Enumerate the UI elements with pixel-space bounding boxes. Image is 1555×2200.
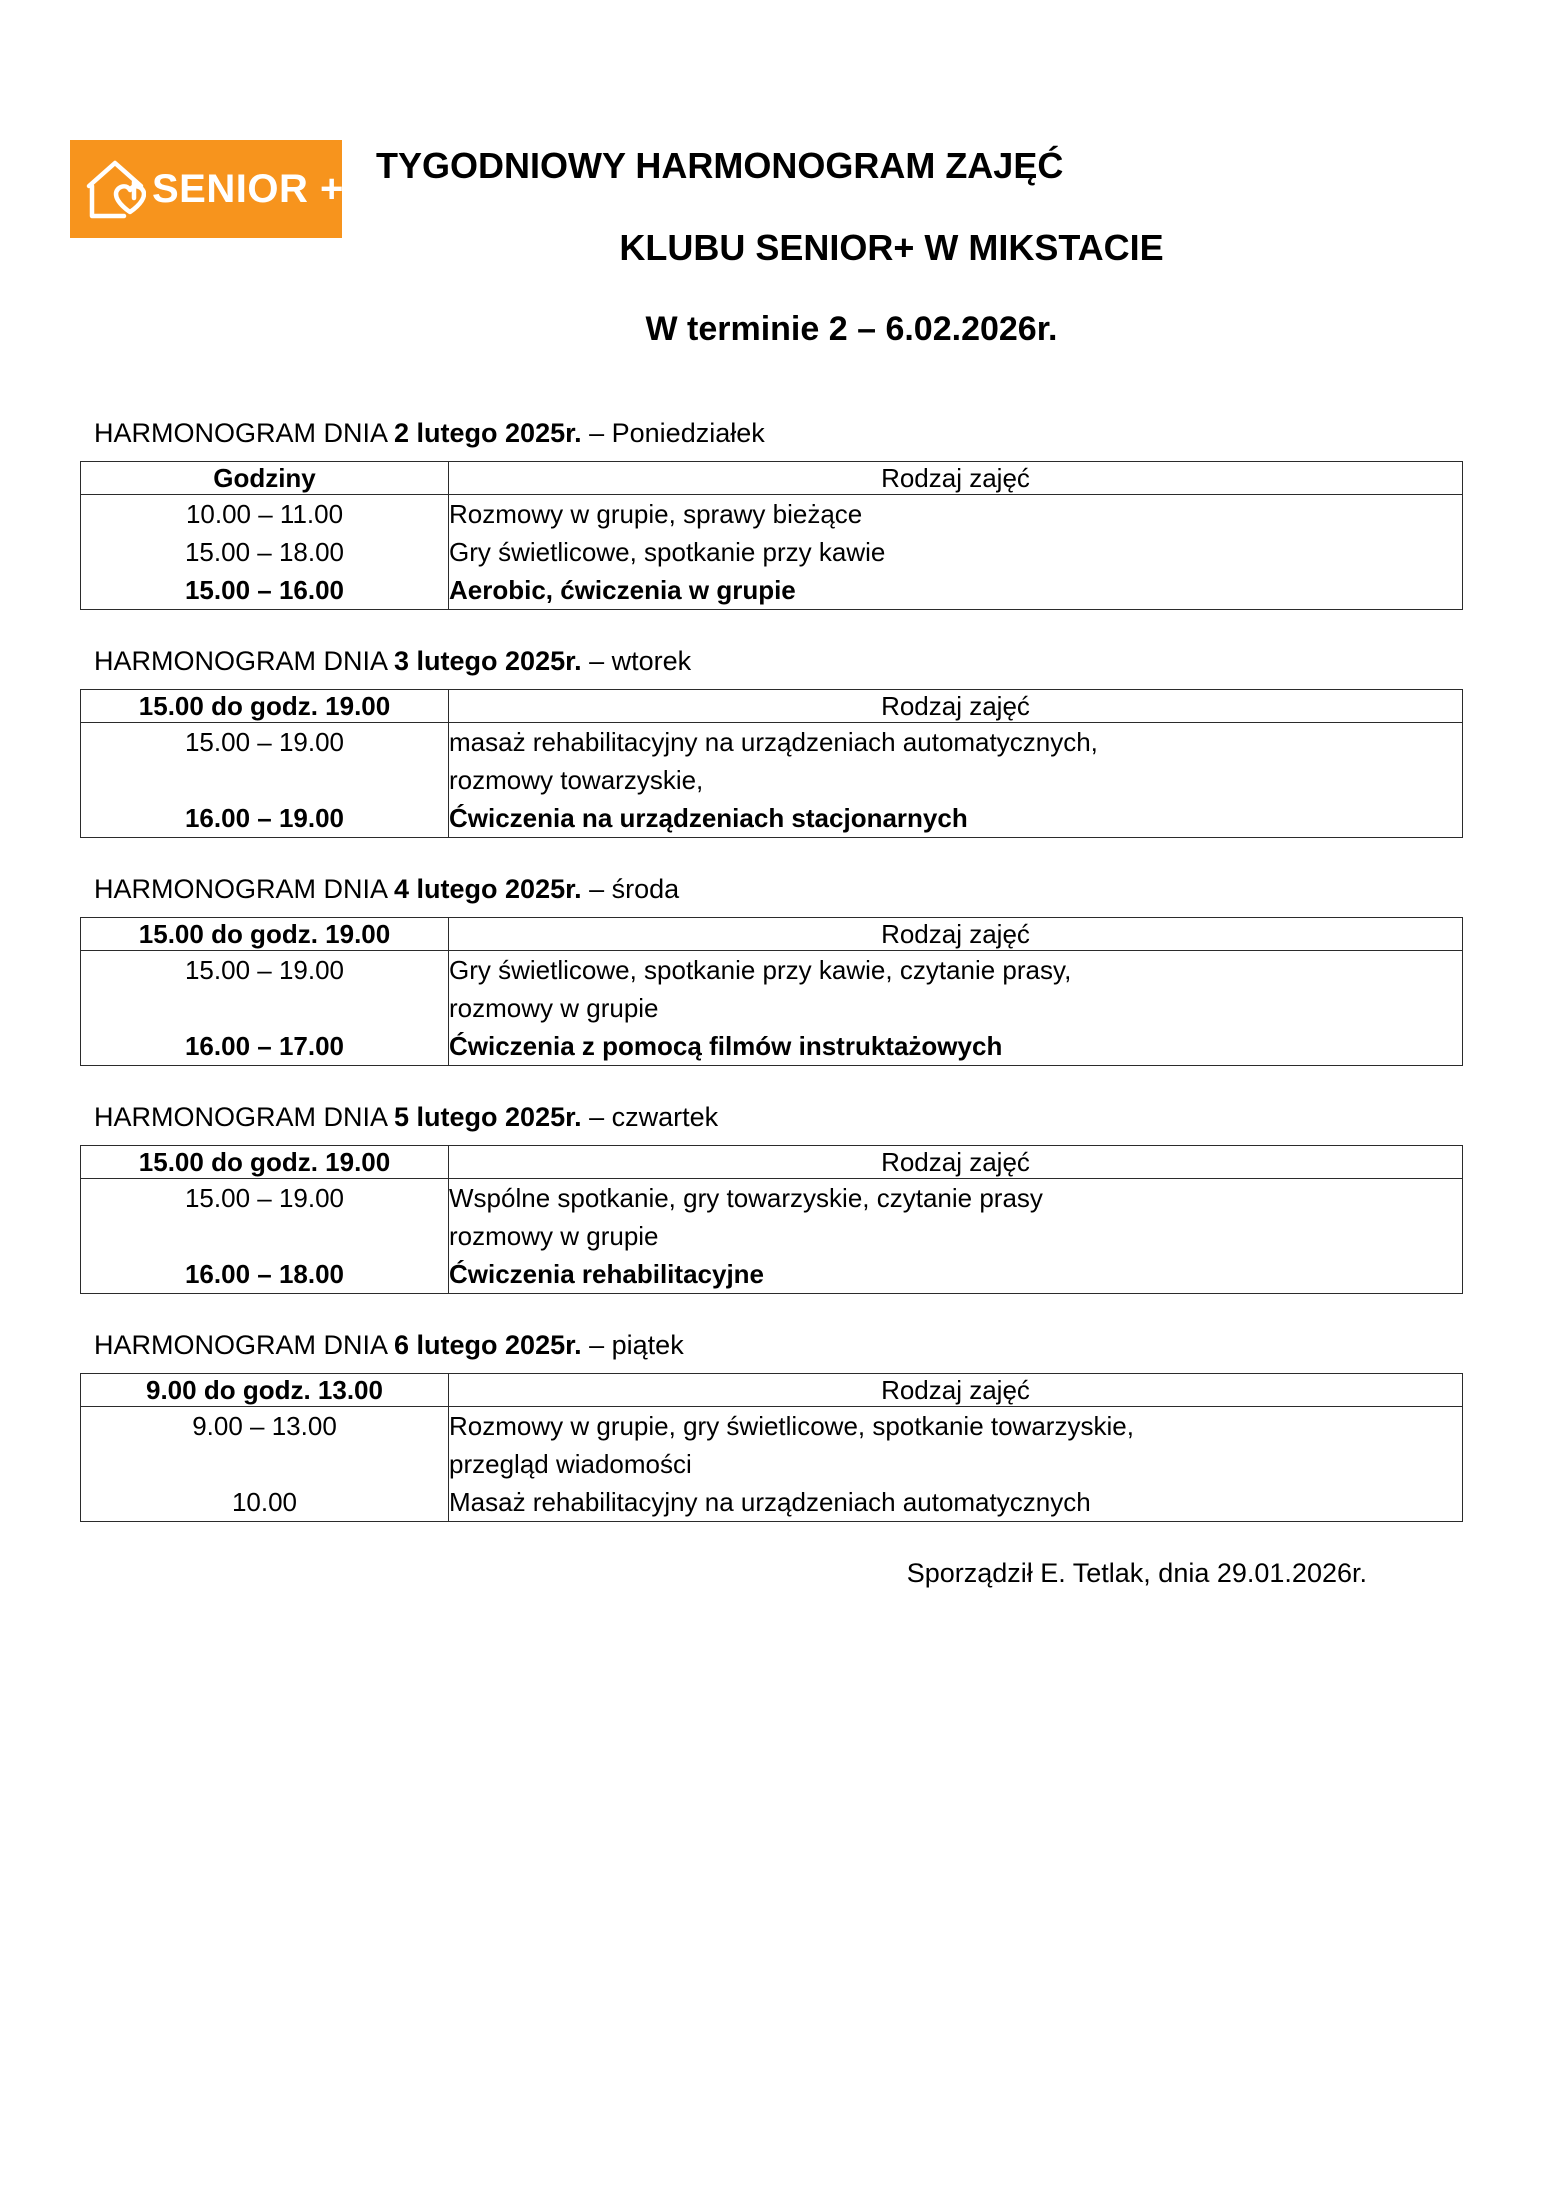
kind-cell-group <box>449 1179 1463 1294</box>
day-heading-date: 6 lutego 2025r. <box>394 1330 582 1360</box>
time-cell-group <box>81 1179 449 1294</box>
kind-cell-group <box>449 495 1463 610</box>
time-spacer <box>81 1217 448 1255</box>
kind-value: Gry świetlicowe, spotkanie przy kawie <box>449 537 886 567</box>
time-value: 16.00 – 17.00 <box>184 1031 345 1061</box>
kind-value: rozmowy towarzyskie, <box>449 765 704 795</box>
table-body-row <box>81 1407 1463 1522</box>
day-heading-date: 2 lutego 2025r. <box>394 418 582 448</box>
day-heading-suffix: – środa <box>581 874 680 904</box>
page-title-line-2: KLUBU SENIOR+ W MIKSTACIE <box>619 227 1164 268</box>
column-header-time: Godziny <box>81 462 449 495</box>
day-heading <box>80 1328 1463 1362</box>
column-header-kind: Rodzaj zajęć <box>449 1146 1463 1179</box>
day-section-friday <box>80 1328 1463 1522</box>
day-heading-prefix: HARMONOGRAM DNIA <box>94 1102 395 1132</box>
house-heart-icon <box>84 156 146 222</box>
day-heading-prefix: HARMONOGRAM DNIA <box>94 1330 395 1360</box>
table-body-row <box>81 723 1463 838</box>
page-title-line-1: TYGODNIOWY HARMONOGRAM ZAJĘĆ <box>376 145 1064 186</box>
table-body-row <box>81 1179 1463 1294</box>
day-heading-prefix: HARMONOGRAM DNIA <box>94 646 395 676</box>
time-cell-group <box>81 723 449 838</box>
day-section-tuesday <box>80 644 1463 838</box>
day-heading-date: 5 lutego 2025r. <box>394 1102 582 1132</box>
time-value: 16.00 – 19.00 <box>184 803 345 833</box>
kind-value: rozmowy w grupie <box>449 993 659 1023</box>
kind-value: Rozmowy w grupie, gry świetlicowe, spotkanie towarzyskie, <box>449 1411 1134 1441</box>
day-heading-prefix: HARMONOGRAM DNIA <box>94 418 395 448</box>
column-header-time: 15.00 do godz. 19.00 <box>81 918 449 951</box>
kind-value: Ćwiczenia rehabilitacyjne <box>449 1259 765 1289</box>
time-value: 15.00 – 16.00 <box>184 575 345 605</box>
senior-plus-logo <box>70 140 342 238</box>
day-heading <box>80 1100 1463 1134</box>
day-heading-suffix: – wtorek <box>581 646 692 676</box>
table-header-row <box>81 918 1463 951</box>
table-body-row <box>81 495 1463 610</box>
time-value: 15.00 – 18.00 <box>184 537 345 567</box>
schedule-table <box>80 461 1463 610</box>
day-heading-date: 3 lutego 2025r. <box>394 646 582 676</box>
schedule-table <box>80 689 1463 838</box>
column-header-time: 9.00 do godz. 13.00 <box>81 1374 449 1407</box>
day-heading-date: 4 lutego 2025r. <box>394 874 582 904</box>
day-heading-suffix: – piątek <box>581 1330 684 1360</box>
schedule-table <box>80 917 1463 1066</box>
schedule-table <box>80 1145 1463 1294</box>
time-value: 15.00 – 19.00 <box>184 1183 345 1213</box>
kind-value: przegląd wiadomości <box>449 1449 692 1479</box>
day-heading-prefix: HARMONOGRAM DNIA <box>94 874 395 904</box>
time-spacer <box>81 989 448 1027</box>
schedule-sections <box>0 416 1555 1590</box>
time-cell-group <box>81 1407 449 1522</box>
schedule-table <box>80 1373 1463 1522</box>
kind-cell-group <box>449 951 1463 1066</box>
kind-value: Rozmowy w grupie, sprawy bieżące <box>449 499 863 529</box>
kind-value: Gry świetlicowe, spotkanie przy kawie, czytanie prasy, <box>449 955 1072 985</box>
kind-cell-group <box>449 723 1463 838</box>
time-value: 15.00 – 19.00 <box>184 727 345 757</box>
time-value: 15.00 – 19.00 <box>184 955 345 985</box>
logo-label: SENIOR + <box>152 167 344 211</box>
day-section-thursday <box>80 1100 1463 1294</box>
time-value: 16.00 – 18.00 <box>184 1259 345 1289</box>
kind-value: Aerobic, ćwiczenia w grupie <box>449 575 796 605</box>
column-header-kind: Rodzaj zajęć <box>449 462 1463 495</box>
day-section-monday <box>80 416 1463 610</box>
column-header-time: 15.00 do godz. 19.00 <box>81 1146 449 1179</box>
table-header-row <box>81 462 1463 495</box>
time-spacer <box>81 761 448 799</box>
day-heading <box>80 416 1463 450</box>
time-cell-group <box>81 951 449 1066</box>
kind-value: masaż rehabilitacyjny na urządzeniach automatycznych, <box>449 727 1098 757</box>
column-header-kind: Rodzaj zajęć <box>449 918 1463 951</box>
day-section-wednesday <box>80 872 1463 1066</box>
time-cell-group <box>81 495 449 610</box>
day-heading-suffix: – Poniedziałek <box>581 418 765 448</box>
kind-value: Wspólne spotkanie, gry towarzyskie, czytanie prasy <box>449 1183 1043 1213</box>
day-heading-suffix: – czwartek <box>581 1102 719 1132</box>
table-header-row <box>81 690 1463 723</box>
kind-value: rozmowy w grupie <box>449 1221 659 1251</box>
kind-value: Masaż rehabilitacyjny na urządzeniach automatycznych <box>449 1487 1091 1517</box>
document-header <box>0 0 1555 350</box>
column-header-kind: Rodzaj zajęć <box>449 690 1463 723</box>
table-header-row <box>81 1146 1463 1179</box>
time-spacer <box>81 1445 448 1483</box>
time-value: 10.00 <box>231 1487 298 1517</box>
kind-value: Ćwiczenia na urządzeniach stacjonarnych <box>449 803 968 833</box>
table-header-row <box>81 1374 1463 1407</box>
column-header-time: 15.00 do godz. 19.00 <box>81 690 449 723</box>
title-block <box>342 140 1555 350</box>
column-header-kind: Rodzaj zajęć <box>449 1374 1463 1407</box>
day-heading <box>80 872 1463 906</box>
table-body-row <box>81 951 1463 1066</box>
footer-signature: Sporządził E. Tetlak, dnia 29.01.2026r. <box>906 1558 1367 1588</box>
time-value: 9.00 – 13.00 <box>192 1411 337 1441</box>
page-title-line-3: W terminie 2 – 6.02.2026r. <box>645 310 1058 348</box>
day-heading <box>80 644 1463 678</box>
kind-value: Ćwiczenia z pomocą filmów instruktażowych <box>449 1031 1003 1061</box>
kind-cell-group <box>449 1407 1463 1522</box>
time-value: 10.00 – 11.00 <box>185 499 344 529</box>
